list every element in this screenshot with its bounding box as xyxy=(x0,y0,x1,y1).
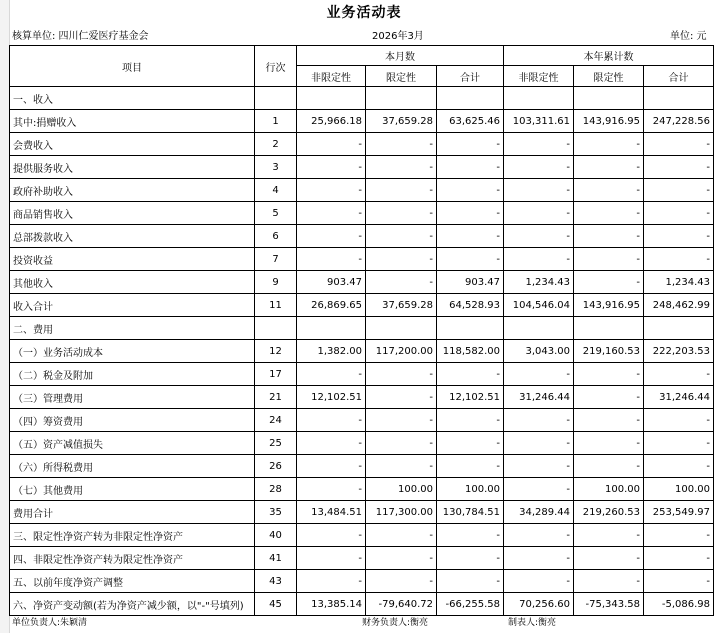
cell-month-unrestricted[interactable]: - xyxy=(297,363,366,386)
cell-month-unrestricted[interactable]: - xyxy=(297,202,366,225)
cell-ytd-total[interactable]: - xyxy=(644,455,714,478)
cell-month-unrestricted[interactable]: - xyxy=(297,455,366,478)
cell-ytd-restricted[interactable]: -75,343.58 xyxy=(574,593,644,616)
cell-month-unrestricted[interactable]: - xyxy=(297,225,366,248)
cell-line[interactable]: 43 xyxy=(255,570,297,593)
cell-month-restricted[interactable]: - xyxy=(366,409,437,432)
cell-ytd-restricted[interactable] xyxy=(574,87,644,110)
cell-month-unrestricted[interactable]: 903.47 xyxy=(297,271,366,294)
cell-ytd-unrestricted[interactable]: - xyxy=(504,409,574,432)
cell-ytd-unrestricted[interactable]: - xyxy=(504,547,574,570)
cell-month-restricted[interactable] xyxy=(366,317,437,340)
cell-item[interactable]: 总部拨款收入 xyxy=(10,225,255,248)
header-ytd-restricted: 限定性 xyxy=(574,66,644,87)
cell-ytd-total[interactable]: 247,228.56 xyxy=(644,110,714,133)
cell-ytd-total[interactable]: 248,462.99 xyxy=(644,294,714,317)
header-ytd-group: 本年累计数 xyxy=(504,46,714,66)
cell-ytd-restricted[interactable]: - xyxy=(574,409,644,432)
cell-month-restricted[interactable]: - xyxy=(366,455,437,478)
cell-month-restricted[interactable]: - xyxy=(366,524,437,547)
cell-month-total[interactable]: - xyxy=(437,248,504,271)
cell-month-unrestricted[interactable]: 25,966.18 xyxy=(297,110,366,133)
footer-finance-head: 财务负责人:衡亮 xyxy=(362,618,429,628)
cell-month-restricted[interactable]: 117,200.00 xyxy=(366,340,437,363)
cell-month-restricted[interactable]: - xyxy=(366,432,437,455)
cell-month-unrestricted[interactable]: - xyxy=(297,409,366,432)
cell-month-restricted[interactable]: - xyxy=(366,225,437,248)
cell-month-restricted[interactable]: - xyxy=(366,156,437,179)
table-row xyxy=(10,317,714,340)
cell-item[interactable]: 政府补助收入 xyxy=(10,179,255,202)
cell-month-total[interactable]: - xyxy=(437,524,504,547)
cell-month-restricted[interactable]: - xyxy=(366,271,437,294)
cell-month-total[interactable]: - xyxy=(437,409,504,432)
cell-ytd-restricted[interactable]: - xyxy=(574,202,644,225)
cell-ytd-unrestricted[interactable] xyxy=(504,87,574,110)
cell-ytd-unrestricted[interactable]: - xyxy=(504,432,574,455)
cell-line[interactable]: 25 xyxy=(255,432,297,455)
cell-ytd-total[interactable] xyxy=(644,317,714,340)
cell-item[interactable]: （四）筹资费用 xyxy=(10,409,255,432)
cell-ytd-unrestricted[interactable]: - xyxy=(504,179,574,202)
cell-ytd-restricted[interactable]: - xyxy=(574,570,644,593)
cell-month-unrestricted[interactable] xyxy=(297,317,366,340)
cell-ytd-unrestricted[interactable]: - xyxy=(504,133,574,156)
cell-ytd-unrestricted[interactable]: - xyxy=(504,478,574,501)
cell-month-restricted[interactable] xyxy=(366,87,437,110)
cell-line[interactable]: 45 xyxy=(255,593,297,616)
cell-line[interactable]: 21 xyxy=(255,386,297,409)
table-row xyxy=(10,225,714,248)
table-row xyxy=(10,340,714,363)
cell-month-unrestricted[interactable]: - xyxy=(297,432,366,455)
cell-ytd-restricted[interactable] xyxy=(574,317,644,340)
cell-line[interactable]: 9 xyxy=(255,271,297,294)
cell-ytd-restricted[interactable]: - xyxy=(574,547,644,570)
cell-ytd-restricted[interactable]: - xyxy=(574,179,644,202)
cell-line[interactable]: 4 xyxy=(255,179,297,202)
cell-month-unrestricted[interactable]: - xyxy=(297,179,366,202)
cell-line[interactable]: 12 xyxy=(255,340,297,363)
cell-month-unrestricted[interactable]: - xyxy=(297,478,366,501)
org-label: 核算单位: 四川仁爱医疗基金会 xyxy=(12,31,149,42)
cell-ytd-restricted[interactable]: - xyxy=(574,524,644,547)
cell-month-unrestricted[interactable]: - xyxy=(297,570,366,593)
activity-table xyxy=(9,45,714,616)
cell-ytd-total[interactable]: - xyxy=(644,363,714,386)
cell-ytd-total[interactable]: - xyxy=(644,547,714,570)
cell-month-restricted[interactable]: 117,300.00 xyxy=(366,501,437,524)
cell-item[interactable]: 收入合计 xyxy=(10,294,255,317)
cell-month-unrestricted[interactable]: - xyxy=(297,133,366,156)
cell-item[interactable]: 四、非限定性净资产转为限定性净资产 xyxy=(10,547,255,570)
cell-month-restricted[interactable]: - xyxy=(366,363,437,386)
cell-ytd-total[interactable] xyxy=(644,87,714,110)
cell-month-restricted[interactable]: - xyxy=(366,570,437,593)
table-row xyxy=(10,432,714,455)
cell-item[interactable]: 六、净资产变动额(若为净资产减少额，以"-"号填列) xyxy=(10,593,255,616)
cell-item[interactable]: 二、费用 xyxy=(10,317,255,340)
table-row xyxy=(10,133,714,156)
cell-month-restricted[interactable]: - xyxy=(366,133,437,156)
cell-ytd-restricted[interactable]: 143,916.95 xyxy=(574,294,644,317)
header-month-restricted: 限定性 xyxy=(366,66,437,87)
cell-line[interactable]: 28 xyxy=(255,478,297,501)
cell-line[interactable] xyxy=(255,87,297,110)
cell-ytd-unrestricted[interactable]: 103,311.61 xyxy=(504,110,574,133)
cell-month-restricted[interactable]: - xyxy=(366,248,437,271)
cell-month-total[interactable]: - xyxy=(437,432,504,455)
cell-month-total[interactable]: 63,625.46 xyxy=(437,110,504,133)
header-month-total: 合计 xyxy=(437,66,504,87)
header-item: 项目 xyxy=(10,46,255,87)
cell-item[interactable]: 投资收益 xyxy=(10,248,255,271)
table-row xyxy=(10,156,714,179)
cell-ytd-restricted[interactable]: - xyxy=(574,156,644,179)
cell-ytd-restricted[interactable]: 219,260.53 xyxy=(574,501,644,524)
cell-ytd-restricted[interactable]: - xyxy=(574,225,644,248)
cell-ytd-unrestricted[interactable]: 1,234.43 xyxy=(504,271,574,294)
cell-line[interactable]: 11 xyxy=(255,294,297,317)
cell-item[interactable]: 三、限定性净资产转为非限定性净资产 xyxy=(10,524,255,547)
table-row xyxy=(10,409,714,432)
header-ytd-unrestricted: 非限定性 xyxy=(504,66,574,87)
cell-month-restricted[interactable]: - xyxy=(366,179,437,202)
header-month-unrestricted: 非限定性 xyxy=(297,66,366,87)
cell-item[interactable]: 五、以前年度净资产调整 xyxy=(10,570,255,593)
cell-line[interactable]: 3 xyxy=(255,156,297,179)
table-row xyxy=(10,248,714,271)
footer-preparer: 制表人:衡亮 xyxy=(508,618,557,628)
cell-ytd-restricted[interactable]: - xyxy=(574,386,644,409)
cell-line[interactable]: 41 xyxy=(255,547,297,570)
cell-item[interactable]: （三）管理费用 xyxy=(10,386,255,409)
cell-item[interactable]: 其中:捐赠收入 xyxy=(10,110,255,133)
cell-month-total[interactable]: - xyxy=(437,363,504,386)
cell-line[interactable] xyxy=(255,317,297,340)
table-row xyxy=(10,547,714,570)
cell-ytd-unrestricted[interactable]: 3,043.00 xyxy=(504,340,574,363)
cell-ytd-unrestricted[interactable]: - xyxy=(504,524,574,547)
cell-month-restricted[interactable]: 37,659.28 xyxy=(366,294,437,317)
cell-ytd-restricted[interactable]: - xyxy=(574,432,644,455)
cell-month-unrestricted[interactable]: 26,869.65 xyxy=(297,294,366,317)
cell-month-total[interactable]: - xyxy=(437,455,504,478)
cell-ytd-restricted[interactable]: 219,160.53 xyxy=(574,340,644,363)
period-label: 2026年3月 xyxy=(372,31,424,42)
cell-ytd-unrestricted[interactable]: - xyxy=(504,156,574,179)
cell-ytd-restricted[interactable]: 143,916.95 xyxy=(574,110,644,133)
cell-ytd-restricted[interactable]: - xyxy=(574,363,644,386)
cell-item[interactable]: 会费收入 xyxy=(10,133,255,156)
table-row xyxy=(10,294,714,317)
table-row xyxy=(10,455,714,478)
table-row xyxy=(10,501,714,524)
table-row xyxy=(10,179,714,202)
cell-ytd-total[interactable]: - xyxy=(644,524,714,547)
cell-ytd-total[interactable]: - xyxy=(644,225,714,248)
cell-ytd-unrestricted[interactable]: - xyxy=(504,225,574,248)
cell-line[interactable]: 17 xyxy=(255,363,297,386)
cell-ytd-total[interactable]: 253,549.97 xyxy=(644,501,714,524)
table-row xyxy=(10,478,714,501)
cell-month-total[interactable]: 64,528.93 xyxy=(437,294,504,317)
cell-ytd-unrestricted[interactable]: - xyxy=(504,248,574,271)
cell-item[interactable]: （七）其他费用 xyxy=(10,478,255,501)
cell-line[interactable]: 24 xyxy=(255,409,297,432)
cell-ytd-unrestricted[interactable]: - xyxy=(504,455,574,478)
cell-ytd-total[interactable]: - xyxy=(644,202,714,225)
cell-month-total[interactable]: - xyxy=(437,225,504,248)
cell-item[interactable]: （二）税金及附加 xyxy=(10,363,255,386)
cell-item[interactable]: 一、收入 xyxy=(10,87,255,110)
cell-line[interactable]: 7 xyxy=(255,248,297,271)
cell-ytd-total[interactable]: 1,234.43 xyxy=(644,271,714,294)
cell-month-unrestricted[interactable] xyxy=(297,87,366,110)
cell-ytd-total[interactable]: - xyxy=(644,133,714,156)
cell-month-total[interactable]: 130,784.51 xyxy=(437,501,504,524)
cell-month-total[interactable]: - xyxy=(437,133,504,156)
cell-month-unrestricted[interactable]: 12,102.51 xyxy=(297,386,366,409)
cell-line[interactable]: 5 xyxy=(255,202,297,225)
cell-month-restricted[interactable]: 100.00 xyxy=(366,478,437,501)
cell-month-total[interactable]: - xyxy=(437,202,504,225)
cell-month-restricted[interactable]: - xyxy=(366,386,437,409)
cell-ytd-total[interactable]: 222,203.53 xyxy=(644,340,714,363)
cell-item[interactable]: 商品销售收入 xyxy=(10,202,255,225)
cell-ytd-total[interactable]: - xyxy=(644,432,714,455)
cell-ytd-restricted[interactable]: - xyxy=(574,248,644,271)
cell-item[interactable]: 费用合计 xyxy=(10,501,255,524)
cell-month-restricted[interactable]: 37,659.28 xyxy=(366,110,437,133)
cell-ytd-unrestricted[interactable]: 34,289.44 xyxy=(504,501,574,524)
cell-line[interactable]: 1 xyxy=(255,110,297,133)
cell-ytd-unrestricted[interactable]: - xyxy=(504,202,574,225)
cell-ytd-restricted[interactable]: 100.00 xyxy=(574,478,644,501)
cell-line[interactable]: 2 xyxy=(255,133,297,156)
cell-month-total[interactable]: 12,102.51 xyxy=(437,386,504,409)
table-row xyxy=(10,593,714,616)
cell-ytd-unrestricted[interactable]: - xyxy=(504,363,574,386)
table-row xyxy=(10,202,714,225)
report-title: 业务活动表 xyxy=(326,5,402,21)
cell-month-total[interactable]: 100.00 xyxy=(437,478,504,501)
header-ytd-total: 合计 xyxy=(644,66,714,87)
cell-item[interactable]: （六）所得税费用 xyxy=(10,455,255,478)
cell-item[interactable]: （一）业务活动成本 xyxy=(10,340,255,363)
cell-month-total[interactable]: - xyxy=(437,547,504,570)
cell-line[interactable]: 26 xyxy=(255,455,297,478)
cell-month-total[interactable]: - xyxy=(437,156,504,179)
cell-ytd-unrestricted[interactable]: 104,546.04 xyxy=(504,294,574,317)
cell-ytd-total[interactable]: - xyxy=(644,570,714,593)
cell-ytd-unrestricted[interactable]: 31,246.44 xyxy=(504,386,574,409)
cell-ytd-unrestricted[interactable]: 70,256.60 xyxy=(504,593,574,616)
table-row xyxy=(10,363,714,386)
table-row xyxy=(10,110,714,133)
cell-month-unrestricted[interactable]: - xyxy=(297,547,366,570)
cell-ytd-unrestricted[interactable] xyxy=(504,317,574,340)
cell-month-restricted[interactable]: - xyxy=(366,547,437,570)
cell-month-unrestricted[interactable]: 13,385.14 xyxy=(297,593,366,616)
cell-month-total[interactable]: 903.47 xyxy=(437,271,504,294)
cell-ytd-restricted[interactable]: - xyxy=(574,271,644,294)
header-line: 行次 xyxy=(255,46,297,87)
cell-month-unrestricted[interactable]: - xyxy=(297,156,366,179)
footer-unit-head: 单位负责人:朱颖清 xyxy=(12,618,88,628)
table-row xyxy=(10,87,714,110)
cell-month-total[interactable]: 118,582.00 xyxy=(437,340,504,363)
cell-line[interactable]: 35 xyxy=(255,501,297,524)
header-month-group: 本月数 xyxy=(297,46,504,66)
cell-month-unrestricted[interactable]: - xyxy=(297,248,366,271)
cell-ytd-total[interactable]: 31,246.44 xyxy=(644,386,714,409)
cell-line[interactable]: 40 xyxy=(255,524,297,547)
cell-ytd-unrestricted[interactable]: - xyxy=(504,570,574,593)
table-row xyxy=(10,271,714,294)
unit-label: 单位: 元 xyxy=(670,31,707,42)
cell-month-unrestricted[interactable]: 13,484.51 xyxy=(297,501,366,524)
cell-month-total[interactable] xyxy=(437,317,504,340)
cell-month-unrestricted[interactable]: 1,382.00 xyxy=(297,340,366,363)
cell-ytd-total[interactable]: - xyxy=(644,248,714,271)
cell-month-restricted[interactable]: -79,640.72 xyxy=(366,593,437,616)
cell-ytd-total[interactable]: -5,086.98 xyxy=(644,593,714,616)
cell-ytd-restricted[interactable]: - xyxy=(574,133,644,156)
cell-month-unrestricted[interactable]: - xyxy=(297,524,366,547)
cell-line[interactable]: 6 xyxy=(255,225,297,248)
cell-ytd-total[interactable]: 100.00 xyxy=(644,478,714,501)
cell-month-total[interactable]: - xyxy=(437,570,504,593)
cell-ytd-total[interactable]: - xyxy=(644,156,714,179)
cell-month-total[interactable]: - xyxy=(437,179,504,202)
cell-month-total[interactable] xyxy=(437,87,504,110)
cell-item[interactable]: 提供服务收入 xyxy=(10,156,255,179)
cell-ytd-restricted[interactable]: - xyxy=(574,455,644,478)
table-row xyxy=(10,524,714,547)
cell-item[interactable]: 其他收入 xyxy=(10,271,255,294)
cell-ytd-total[interactable]: - xyxy=(644,409,714,432)
table-row xyxy=(10,570,714,593)
cell-ytd-total[interactable]: - xyxy=(644,179,714,202)
cell-month-restricted[interactable]: - xyxy=(366,202,437,225)
cell-item[interactable]: （五）资产减值损失 xyxy=(10,432,255,455)
table-row xyxy=(10,386,714,409)
cell-month-total[interactable]: -66,255.58 xyxy=(437,593,504,616)
